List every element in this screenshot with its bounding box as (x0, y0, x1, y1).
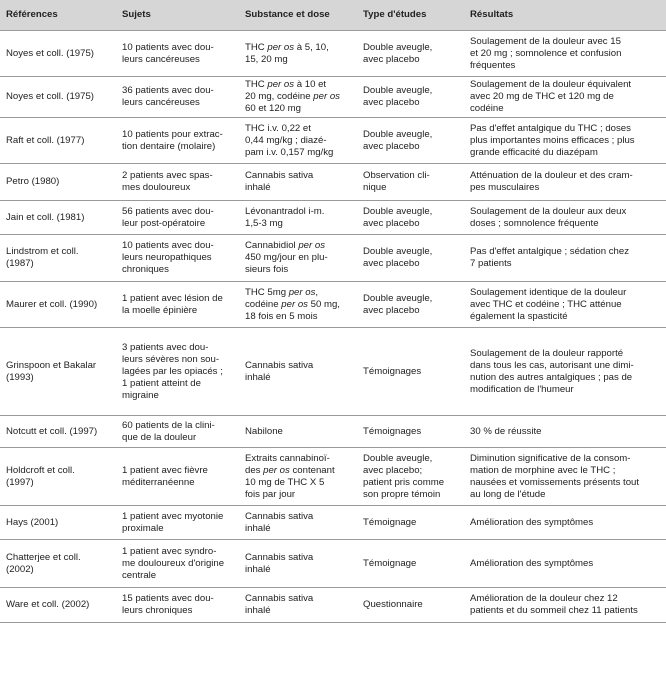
table-row (0, 540, 666, 588)
reference-cell: Ware et coll. (2002) (0, 588, 116, 623)
study-type-cell: Témoignage (357, 506, 464, 540)
study-type-cell: Double aveugle, avec placebo (357, 282, 464, 328)
study-type-cell: Observation cli- nique (357, 164, 464, 201)
study-type-cell: Double aveugle, avec placebo; patient pris comme son propre témoin (357, 448, 464, 506)
table-row (0, 448, 666, 506)
table-row (0, 416, 666, 448)
substance-dose-cell: THC per os à 5, 10, 15, 20 mg (239, 31, 357, 77)
subjects-cell: 10 patients avec dou- leurs cancéreuses (116, 31, 239, 77)
table-row (0, 164, 666, 201)
subjects-cell: 60 patients de la clini- que de la douleur (116, 416, 239, 448)
results-cell: 30 % de réussite (464, 416, 666, 448)
substance-dose-cell: Cannabidiol per os 450 mg/jour en plu- sieurs fois (239, 235, 357, 282)
subjects-cell: 56 patients avec dou- leur post-opératoire (116, 201, 239, 235)
reference-cell: Grinspoon et Bakalar (1993) (0, 328, 116, 416)
table-row (0, 235, 666, 282)
study-type-cell: Témoignages (357, 416, 464, 448)
table-row (0, 328, 666, 416)
study-type-cell: Questionnaire (357, 588, 464, 623)
results-cell: Diminution significative de la consom- mation de morphine avec le THC ; nausées et vomissements présents tout au long de l'étude (464, 448, 666, 506)
substance-dose-cell: THC per os à 10 et 20 mg, codéine per os 60 et 120 mg (239, 77, 357, 118)
subjects-cell: 15 patients avec dou- leurs chroniques (116, 588, 239, 623)
results-cell: Amélioration des symptômes (464, 540, 666, 588)
table-row (0, 118, 666, 164)
reference-cell: Hays (2001) (0, 506, 116, 540)
header-substance-dose: Substance et dose (239, 0, 357, 31)
header-type-etudes: Type d'études (357, 0, 464, 31)
subjects-cell: 1 patient avec fièvre méditerranéenne (116, 448, 239, 506)
header-sujets: Sujets (116, 0, 239, 31)
study-type-cell: Double aveugle, avec placebo (357, 235, 464, 282)
substance-dose-cell: THC i.v. 0,22 et 0,44 mg/kg ; diazé- pam i.v. 0,157 mg/kg (239, 118, 357, 164)
header-resultats: Résultats (464, 0, 666, 31)
substance-dose-cell: Lévonantradol i-m. 1,5-3 mg (239, 201, 357, 235)
substance-dose-cell: Extraits cannabinoï- des per os contenant 10 mg de THC X 5 fois par jour (239, 448, 357, 506)
results-cell: Pas d'effet antalgique du THC ; doses plus importantes moins efficaces ; plus grande efficacité du diazépam (464, 118, 666, 164)
study-type-cell: Double aveugle, avec placebo (357, 118, 464, 164)
subjects-cell: 2 patients avec spas- mes douloureux (116, 164, 239, 201)
subjects-cell: 36 patients avec dou- leurs cancéreuses (116, 77, 239, 118)
substance-dose-cell: THC 5mg per os, codéine per os 50 mg, 18 fois en 5 mois (239, 282, 357, 328)
study-type-cell: Témoignage (357, 540, 464, 588)
reference-cell: Maurer et coll. (1990) (0, 282, 116, 328)
table-header-row (0, 0, 666, 31)
results-cell: Amélioration de la douleur chez 12 patients et du sommeil chez 11 patients (464, 588, 666, 623)
header-references: Références (0, 0, 116, 31)
reference-cell: Noyes et coll. (1975) (0, 31, 116, 77)
reference-cell: Petro (1980) (0, 164, 116, 201)
subjects-cell: 3 patients avec dou- leurs sévères non sou- lagées par les opiacés ; 1 patient atteint de migraine (116, 328, 239, 416)
results-cell: Soulagement de la douleur avec 15 et 20 mg ; somnolence et confusion fréquentes (464, 31, 666, 77)
table-row (0, 77, 666, 118)
study-type-cell: Témoignages (357, 328, 464, 416)
substance-dose-cell: Cannabis sativa inhalé (239, 328, 357, 416)
results-cell: Soulagement de la douleur rapporté dans tous les cas, autorisant une dimi- nution des autres antalgiques ; pas de modification de l'humeur (464, 328, 666, 416)
substance-dose-cell: Cannabis sativa inhalé (239, 506, 357, 540)
study-type-cell: Double aveugle, avec placebo (357, 77, 464, 118)
subjects-cell: 10 patients pour extrac- tion dentaire (molaire) (116, 118, 239, 164)
reference-cell: Notcutt et coll. (1997) (0, 416, 116, 448)
reference-cell: Holdcroft et coll. (1997) (0, 448, 116, 506)
subjects-cell: 1 patient avec lésion de la moelle épinière (116, 282, 239, 328)
results-cell: Pas d'effet antalgique ; sédation chez 7 patients (464, 235, 666, 282)
reference-cell: Jain et coll. (1981) (0, 201, 116, 235)
reference-cell: Chatterjee et coll. (2002) (0, 540, 116, 588)
table-body (0, 31, 666, 623)
substance-dose-cell: Cannabis sativa inhalé (239, 588, 357, 623)
study-type-cell: Double aveugle, avec placebo (357, 31, 464, 77)
subjects-cell: 1 patient avec myotonie proximale (116, 506, 239, 540)
table-row (0, 506, 666, 540)
substance-dose-cell: Nabilone (239, 416, 357, 448)
subjects-cell: 10 patients avec dou- leurs neuropathiques chroniques (116, 235, 239, 282)
subjects-cell: 1 patient avec syndro- me douloureux d'origine centrale (116, 540, 239, 588)
study-type-cell: Double aveugle, avec placebo (357, 201, 464, 235)
table-row (0, 282, 666, 328)
results-cell: Amélioration des symptômes (464, 506, 666, 540)
table-row (0, 588, 666, 623)
substance-dose-cell: Cannabis sativa inhalé (239, 540, 357, 588)
reference-cell: Noyes et coll. (1975) (0, 77, 116, 118)
table-row (0, 201, 666, 235)
table-row (0, 31, 666, 77)
results-cell: Soulagement de la douleur aux deux doses ; somnolence fréquente (464, 201, 666, 235)
results-cell: Soulagement de la douleur équivalent avec 20 mg de THC et 120 mg de codéine (464, 77, 666, 118)
reference-cell: Raft et coll. (1977) (0, 118, 116, 164)
results-cell: Atténuation de la douleur et des cram- pes musculaires (464, 164, 666, 201)
results-cell: Soulagement identique de la douleur avec THC et codéine ; THC atténue également la spasticité (464, 282, 666, 328)
substance-dose-cell: Cannabis sativa inhalé (239, 164, 357, 201)
reference-cell: Lindstrom et coll. (1987) (0, 235, 116, 282)
